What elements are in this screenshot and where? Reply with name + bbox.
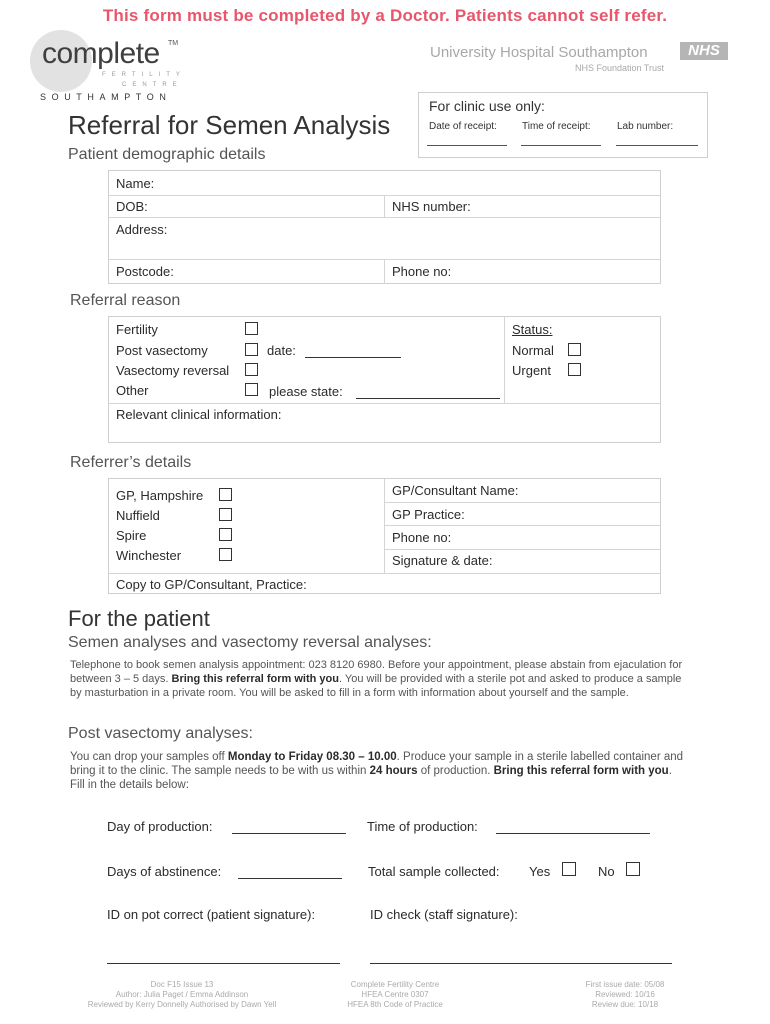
vasectomy-reversal-checkbox[interactable] [245, 363, 258, 376]
fertility-checkbox[interactable] [245, 322, 258, 335]
divider [384, 549, 660, 550]
referrers-details-heading: Referrer’s details [70, 454, 192, 471]
total-sample-label: Total sample collected: [368, 864, 500, 879]
referrer-phone-field[interactable]: Phone no: [392, 530, 452, 545]
text: . Produce your sample in a sterile labelled container and bring it to the clinic. The sample needs to be with us within [70, 751, 684, 777]
demographics-heading: Patient demographic details [68, 146, 266, 163]
urgent-checkbox[interactable] [568, 363, 581, 376]
doctor-warning: This form must be completed by a Doctor. Patients cannot self refer. [102, 6, 668, 25]
divider [384, 195, 385, 217]
patient-heading: For the patient [68, 606, 210, 631]
footer-dates [555, 980, 695, 1010]
time-of-production-field[interactable] [496, 833, 650, 834]
lab-number-field[interactable] [616, 145, 698, 146]
form-title: Referral for Semen Analysis [68, 110, 391, 140]
time-of-production-label: Time of production: [367, 819, 478, 834]
post-vasectomy-paragraph [70, 750, 688, 792]
id-check-label: ID check (staff signature): [370, 907, 518, 922]
footer-line: Reviewed by Kerry Donnelly Authorised by Dawn Yell [87, 1000, 277, 1009]
signature-date-field[interactable]: Signature & date: [392, 553, 493, 568]
referral-reason-heading: Referral reason [70, 292, 181, 309]
date-field[interactable] [305, 357, 401, 358]
text: You can drop your samples off [70, 751, 228, 763]
days-of-abstinence-field[interactable] [238, 878, 342, 879]
text-bold: Bring this referral form with you [493, 765, 669, 777]
fertility-label: Fertility [116, 322, 158, 337]
referrer-box [108, 478, 661, 594]
spire-label: Spire [116, 528, 147, 543]
nhs-badge: NHS [680, 42, 728, 60]
logo-wordmark: complete [42, 37, 160, 70]
days-of-abstinence-label: Days of abstinence: [107, 864, 222, 879]
footer-document-info [70, 980, 294, 1010]
no-label: No [598, 864, 615, 879]
normal-checkbox[interactable] [568, 343, 581, 356]
divider [384, 259, 385, 284]
urgent-label: Urgent [512, 363, 552, 378]
trust-name: NHS Foundation Trust [575, 63, 665, 73]
footer-line: Author: Julia Paget / Emma Addinson [115, 990, 249, 999]
date-of-receipt-label: Date of receipt: [429, 121, 497, 132]
post-vasectomy-checkbox[interactable] [245, 343, 258, 356]
yes-checkbox[interactable] [562, 862, 576, 876]
winchester-checkbox[interactable] [219, 548, 232, 561]
logo-city: SOUTHAMPTON [40, 92, 172, 102]
semen-analyses-heading: Semen analyses and vasectomy reversal analyses: [68, 634, 432, 651]
text-bold: 24 hours [369, 765, 418, 777]
address-field[interactable]: Address: [116, 222, 168, 237]
hospital-name: University Hospital Southampton [430, 44, 648, 61]
clinical-information-field[interactable]: Relevant clinical information: [116, 407, 282, 422]
dob-field[interactable]: DOB: [116, 199, 148, 214]
day-of-production-field[interactable] [232, 833, 346, 834]
semen-analyses-paragraph [70, 658, 688, 700]
please-state-field[interactable] [356, 398, 500, 399]
no-checkbox[interactable] [626, 862, 640, 876]
time-of-receipt-label: Time of receipt: [522, 121, 591, 132]
winchester-label: Winchester [116, 548, 182, 563]
status-label: Status: [512, 322, 553, 337]
footer-centre-info [320, 980, 470, 1010]
text: . Fill in the details below: [70, 765, 672, 791]
vasectomy-reversal-label: Vasectomy reversal [116, 363, 230, 378]
spire-checkbox[interactable] [219, 528, 232, 541]
yes-label: Yes [529, 864, 551, 879]
text: of production. [417, 765, 494, 777]
text-bold: Bring this referral form with you [171, 673, 339, 685]
phone-field[interactable]: Phone no: [392, 264, 452, 279]
referral-reason-box [108, 316, 661, 443]
post-vasectomy-label: Post vasectomy [116, 343, 208, 358]
id-on-pot-label: ID on pot correct (patient signature): [107, 907, 316, 922]
id-check-signature-field[interactable] [370, 963, 672, 964]
divider [384, 502, 660, 503]
lab-number-label: Lab number: [617, 121, 674, 132]
text: Telephone to book semen analysis appointment: 023 8120 6980. Before your appointment, please abstain from ejaculation for between 3 – 5 days. [70, 659, 683, 685]
text: . You will be provided with a sterile pot and asked to produce a sample by masturbation in a private room. You will be asked to fill in a form with information about yourself and the sample. [70, 673, 682, 699]
divider [504, 317, 505, 403]
text-bold: Monday to Friday 08.30 – 10.00 [227, 751, 397, 763]
gp-hampshire-checkbox[interactable] [219, 488, 232, 501]
other-checkbox[interactable] [245, 383, 258, 396]
logo-trademark: TM [168, 40, 179, 47]
id-on-pot-signature-field[interactable] [107, 963, 340, 964]
date-label: date: [267, 343, 296, 358]
footer-line: Reviewed: 10/16 [595, 990, 655, 999]
divider [109, 573, 660, 574]
postcode-field[interactable]: Postcode: [116, 264, 174, 279]
nhs-number-field[interactable]: NHS number: [392, 199, 471, 214]
divider [384, 479, 385, 573]
date-of-receipt-field[interactable] [427, 145, 507, 146]
divider [109, 217, 660, 218]
divider [384, 525, 660, 526]
footer-line: Doc F15 Issue 13 [150, 980, 214, 989]
please-state-label: please state: [269, 384, 343, 399]
logo-subtitle-2: CENTRE [122, 82, 183, 88]
logo-subtitle [102, 70, 192, 90]
gp-hampshire-label: GP, Hampshire [116, 488, 204, 503]
nuffield-checkbox[interactable] [219, 508, 232, 521]
footer-line: HFEA Centre 0307 [361, 990, 429, 999]
name-field[interactable]: Name: [116, 176, 155, 191]
footer-line: Complete Fertility Centre [350, 980, 440, 989]
divider [109, 403, 660, 404]
clinic-use-box [418, 92, 708, 158]
footer-line: First issue date: 05/08 [585, 980, 665, 989]
footer-line: Review due: 10/18 [591, 1000, 659, 1009]
normal-label: Normal [512, 343, 554, 358]
time-of-receipt-field[interactable] [521, 145, 601, 146]
footer-line: HFEA 8th Code of Practice [347, 1000, 443, 1009]
day-of-production-label: Day of production: [107, 819, 213, 834]
post-vasectomy-heading: Post vasectomy analyses: [68, 725, 253, 742]
clinic-use-title: For clinic use only: [429, 98, 545, 114]
other-label: Other [116, 383, 149, 398]
logo-subtitle-1: FERTILITY [102, 72, 186, 78]
copy-to-field[interactable]: Copy to GP/Consultant, Practice: [116, 577, 307, 592]
gp-practice-field[interactable]: GP Practice: [392, 507, 465, 522]
consultant-name-field[interactable]: GP/Consultant Name: [392, 483, 519, 498]
demographics-box [108, 170, 661, 284]
nuffield-label: Nuffield [116, 508, 160, 523]
